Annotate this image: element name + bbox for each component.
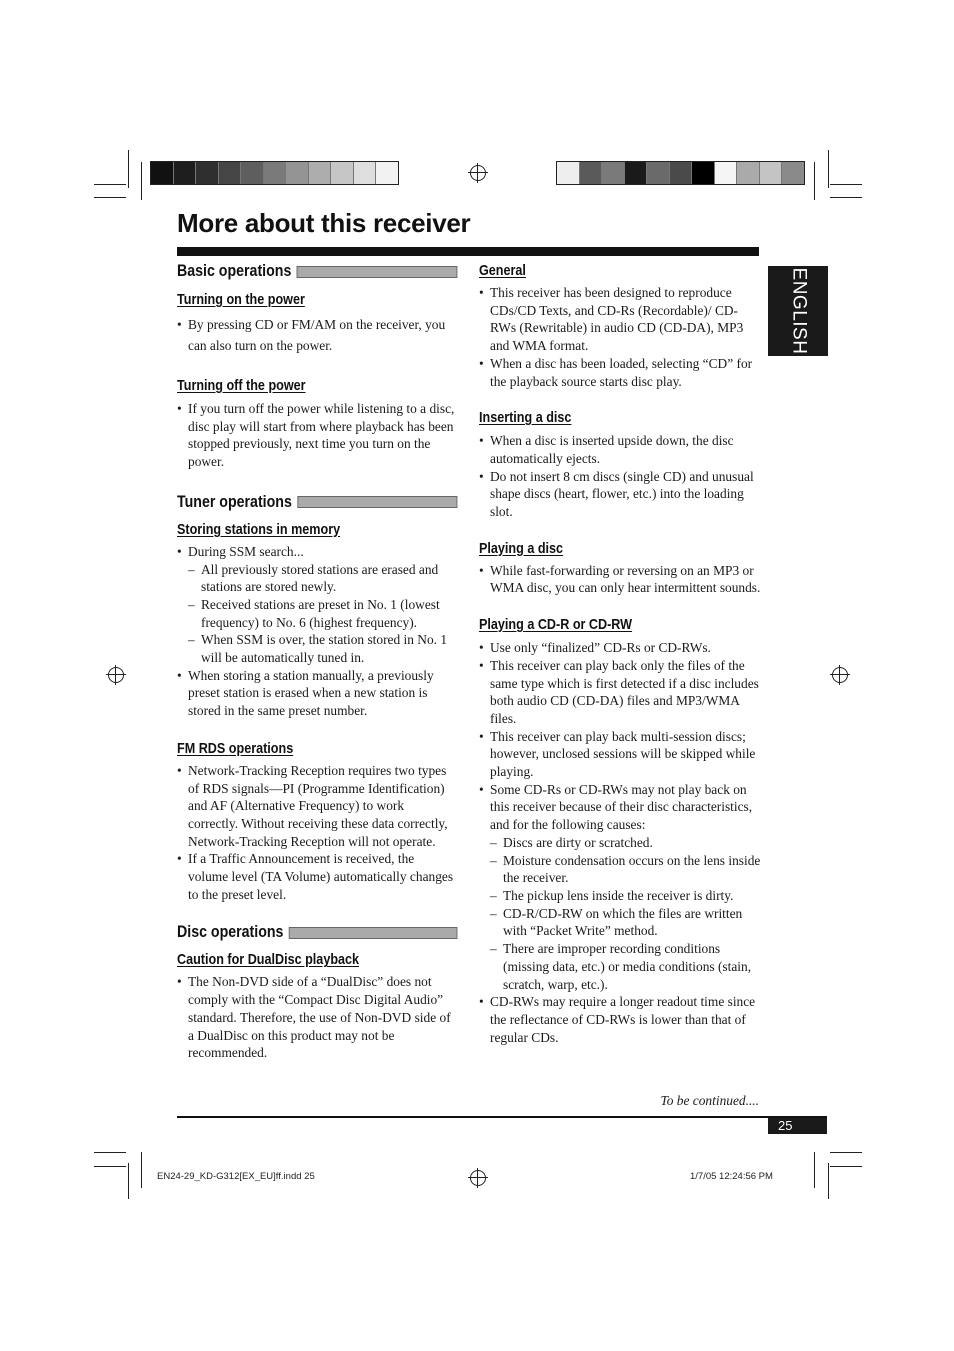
- list-turning-off: [177, 400, 457, 471]
- sublist-ssm: [177, 561, 457, 667]
- subheading-playing: Playing a disc: [479, 539, 564, 557]
- section-heading-text: Disc operations: [177, 923, 284, 942]
- list-playing: [479, 562, 761, 597]
- language-tab: [768, 266, 828, 356]
- list-item: • This receiver can play back multi-session discs; however, unclosed sessions will be skipped while playing.: [479, 728, 761, 781]
- subheading-cdr: Playing a CD-R or CD-RW: [479, 616, 633, 634]
- calibration-swatch: [264, 162, 287, 184]
- calibration-swatch: [376, 162, 398, 184]
- sublist-causes: [479, 834, 761, 993]
- calibration-swatch: [602, 162, 625, 184]
- section-heading-bar: [289, 927, 458, 939]
- list-item: • By pressing CD or FM/AM on the receiver, you can also turn on the power.: [177, 314, 457, 356]
- sublist-item: – The pickup lens inside the receiver is dirty.: [490, 887, 761, 905]
- calibration-swatch: [760, 162, 783, 184]
- sublist-item: – There are improper recording conditions (missing data, etc.) or media conditions (stain, scratch, warp, etc.).: [490, 940, 761, 993]
- calibration-swatch: [647, 162, 670, 184]
- list-item: • While fast-forwarding or reversing on an MP3 or WMA disc, you can only hear intermittent sounds.: [479, 562, 761, 597]
- list-item: • Some CD-Rs or CD-RWs may not play back on this receiver because of their disc characteristics, and for the following causes:: [479, 781, 761, 834]
- calibration-swatch: [715, 162, 738, 184]
- subheading-inserting: Inserting a disc: [479, 409, 572, 427]
- left-column: [177, 262, 457, 1062]
- sublist-item: – When SSM is over, the station stored in No. 1 will be automatically tuned in.: [188, 631, 457, 666]
- list-cdr: [479, 639, 761, 834]
- calibration-swatch: [331, 162, 354, 184]
- list-general: [479, 284, 761, 390]
- calibration-swatch: [286, 162, 309, 184]
- subheading-general: General: [479, 262, 526, 279]
- list-cdr-readout: [479, 993, 761, 1046]
- calibration-swatch: [625, 162, 648, 184]
- page-title: More about this receiver: [177, 208, 471, 238]
- calibration-swatch: [557, 162, 580, 184]
- calibration-swatch: [196, 162, 219, 184]
- slug-timestamp: 1/7/05 12:24:56 PM: [690, 1171, 773, 1182]
- list-item: • During SSM search...: [177, 543, 457, 561]
- subheading-turning-off: Turning off the power: [177, 377, 306, 394]
- sublist-item: – All previously stored stations are erased and stations are stored newly.: [188, 561, 457, 596]
- list-item: • Do not insert 8 cm discs (single CD) and unusual shape discs (heart, flower, etc.) into the loading slot.: [479, 468, 761, 521]
- sublist-item: – Discs are dirty or scratched.: [490, 834, 761, 852]
- registration-mark-bottom: [470, 1170, 486, 1186]
- sublist-item: – Moisture condensation occurs on the lens inside the receiver.: [490, 852, 761, 887]
- calibration-bar-left: [150, 161, 399, 185]
- right-column: [479, 262, 761, 1046]
- calibration-swatch: [782, 162, 804, 184]
- calibration-swatch: [241, 162, 264, 184]
- calibration-swatch: [670, 162, 693, 184]
- list-dualdisc: [177, 973, 457, 1062]
- title-rule: [177, 247, 759, 256]
- calibration-swatch: [580, 162, 603, 184]
- language-tab-label: ENGLISH: [788, 267, 810, 355]
- calibration-swatch: [737, 162, 760, 184]
- list-item: • When storing a station manually, a previously preset station is erased when a new station is stored in the same preset number.: [177, 667, 457, 720]
- registration-mark-top: [470, 165, 486, 181]
- section-heading-bar: [297, 496, 457, 508]
- calibration-swatch: [354, 162, 377, 184]
- section-basic-operations: [177, 262, 457, 281]
- section-tuner-operations: [177, 493, 457, 512]
- calibration-swatch: [151, 162, 174, 184]
- calibration-swatch: [309, 162, 332, 184]
- list-item: • This receiver can play back only the files of the same type which is first detected if a disc includes both audio CD (CD-DA) files and MP3/WMA files.: [479, 657, 761, 728]
- list-item: • When a disc has been loaded, selecting “CD” for the playback source starts disc play.: [479, 355, 761, 390]
- section-heading-bar: [297, 266, 458, 278]
- list-item: • CD-RWs may require a longer readout time since the reflectance of CD-RWs is lower than that of regular CDs.: [479, 993, 761, 1046]
- subheading-fm-rds: FM RDS operations: [177, 739, 294, 757]
- subheading-turning-on: Turning on the power: [177, 291, 305, 308]
- list-fm-rds: [177, 762, 457, 904]
- calibration-swatch: [692, 162, 715, 184]
- subheading-dualdisc: Caution for DualDisc playback: [177, 951, 360, 969]
- list-item: • The Non-DVD side of a “DualDisc” does not comply with the “Compact Disc Digital Audio” standard. Therefore, the use of Non-DVD side of a DualDisc on this product may not be recommended.: [177, 973, 457, 1062]
- list-item: • Network-Tracking Reception requires two types of RDS signals—PI (Programme Identification) and AF (Alternative Frequency) to work correctly. Without receiving these data correctly, Network-Tracking Reception will not operate.: [177, 762, 457, 851]
- list-inserting: [479, 432, 761, 521]
- registration-mark-right: [832, 667, 848, 683]
- slug-filename: EN24-29_KD-G312[EX_EU]ff.indd 25: [157, 1171, 315, 1182]
- calibration-swatch: [219, 162, 242, 184]
- list-item: • This receiver has been designed to reproduce CDs/CD Texts, and CD-Rs (Recordable)/ CD-RWs (Rewritable) in audio CD (CD-DA), MP3 and WMA format.: [479, 284, 761, 355]
- subheading-storing-stations: Storing stations in memory: [177, 520, 341, 538]
- list-item: • If a Traffic Announcement is received, the volume level (TA Volume) automatically changes to the preset level.: [177, 850, 457, 903]
- sublist-item: – Received stations are preset in No. 1 (lowest frequency) to No. 6 (highest frequency).: [188, 596, 457, 631]
- list-turning-on: [177, 314, 457, 356]
- section-heading-text: Basic operations: [177, 262, 292, 280]
- section-disc-operations: [177, 923, 457, 942]
- page-number: 25: [768, 1118, 827, 1134]
- list-item: • Use only “finalized” CD-Rs or CD-RWs.: [479, 639, 761, 657]
- list-storing-manual: [177, 667, 457, 720]
- list-storing-stations: [177, 543, 457, 561]
- list-item: • If you turn off the power while listening to a disc, disc play will start from where playback has been stopped previously, next time you turn on the power.: [177, 400, 457, 471]
- sublist-item: – CD-R/CD-RW on which the files are written with “Packet Write” method.: [490, 905, 761, 940]
- calibration-swatch: [174, 162, 197, 184]
- to-be-continued: To be continued....: [660, 1093, 759, 1108]
- bottom-rule: [177, 1116, 827, 1118]
- registration-mark-left: [108, 667, 124, 683]
- list-item: • When a disc is inserted upside down, the disc automatically ejects.: [479, 432, 761, 467]
- calibration-bar-right: [556, 161, 805, 185]
- section-heading-text: Tuner operations: [177, 492, 292, 511]
